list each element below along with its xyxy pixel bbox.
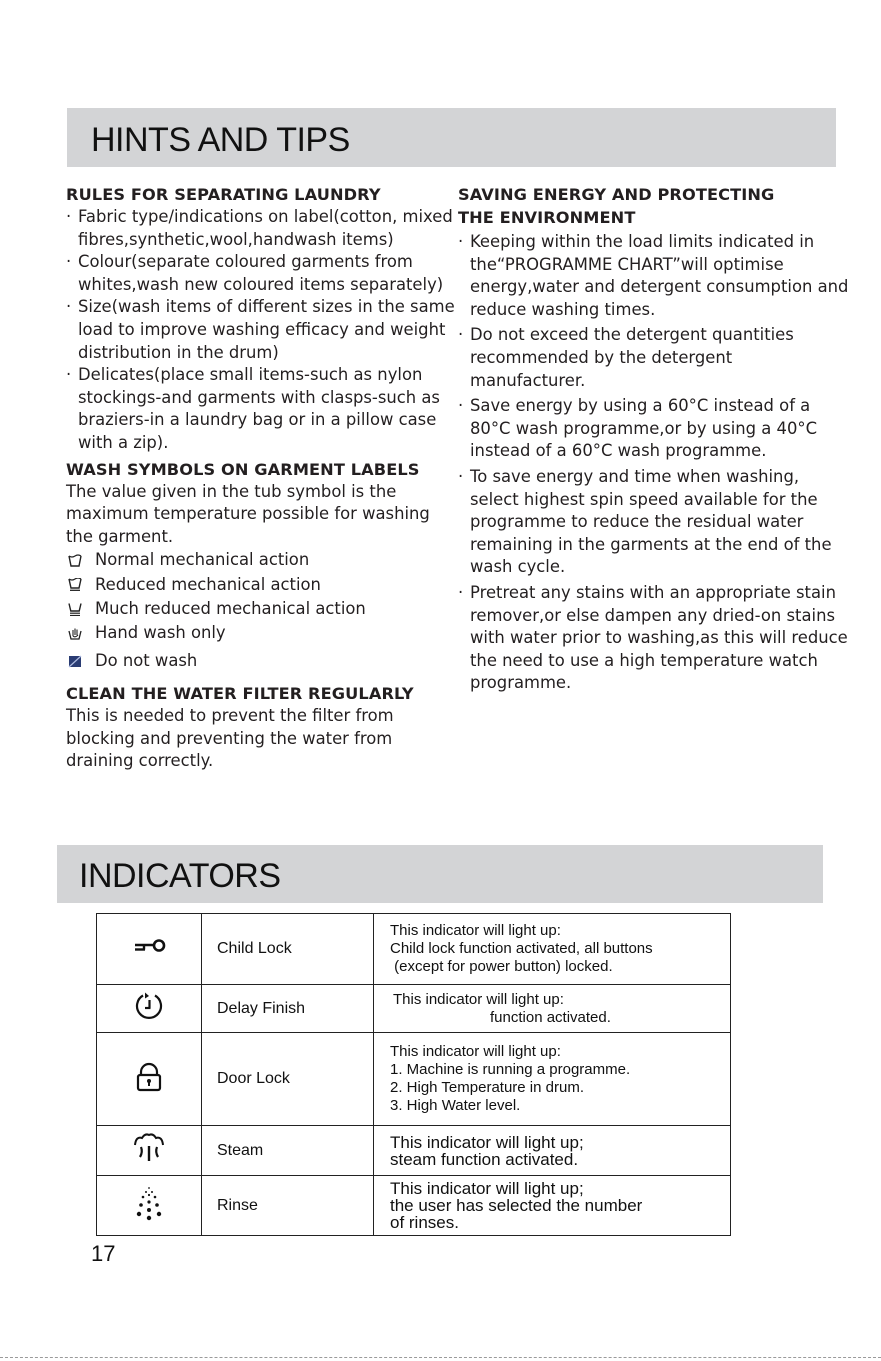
symbol-row-much-reduced <box>66 597 458 621</box>
bottom-dashed-rule <box>0 1357 881 1358</box>
indicator-name: Delay Finish <box>202 985 374 1033</box>
child-lock-key-icon <box>132 938 166 956</box>
indicators-banner <box>57 845 823 903</box>
page-number: 17 <box>91 1241 116 1266</box>
tub-much-reduced-icon <box>68 603 82 616</box>
left-column <box>66 183 458 773</box>
hints-and-tips-title: HINTS AND TIPS <box>91 121 350 159</box>
indicator-desc-line: Child lock function activated, all buttons <box>390 940 653 957</box>
indicator-desc-line: This indicator will light up: <box>390 922 561 939</box>
tub-normal-icon <box>68 554 82 567</box>
indicator-name: Rinse <box>202 1176 374 1236</box>
hints-and-tips-banner <box>67 108 836 167</box>
indicators-table <box>96 913 731 1236</box>
right-column <box>458 183 850 695</box>
water-filter-heading: CLEAN THE WATER FILTER REGULARLY <box>66 684 414 704</box>
energy-bullet-pretreat: · Pretreat any stains with an appropriate stain remover,or else dampen any dried-on stains with water prior to washing,as this will reduce the need to use a high temperature watch programme. <box>458 582 850 695</box>
energy-bullet-detergent: · Do not exceed the detergent quantities recommended by the detergent manufacturer. <box>458 324 850 392</box>
rinse-drops-icon <box>132 1185 166 1221</box>
symbol-row-reduced <box>66 573 458 597</box>
symbol-row-do-not-wash <box>66 649 458 673</box>
indicator-desc-line: This indicator will light up: <box>390 1043 561 1060</box>
energy-bullet-temperature: · Save energy by using a 60°C instead of a 80°C wash programme,or by using a 40°C instead of a 60°C wash programme. <box>458 395 850 463</box>
indicator-name: Door Lock <box>202 1033 374 1126</box>
indicator-name: Child Lock <box>202 914 374 985</box>
delay-finish-clock-icon <box>134 991 164 1021</box>
separating-bullet-fabric: · Fabric type/indications on label(cotton, mixed fibres,synthetic,wool,handwash items) <box>66 206 458 251</box>
separating-bullet-colour: · Colour(separate coloured garments from whites,wash new coloured items separately) <box>66 251 458 296</box>
steam-icon <box>132 1132 166 1164</box>
indicator-desc-line: the user has selected the number <box>390 1196 643 1215</box>
separating-bullet-size: · Size(wash items of different sizes in the same load to improve washing efficacy and weight distribution in the drum) <box>66 296 458 364</box>
separating-heading: RULES FOR SEPARATING LAUNDRY <box>66 185 381 204</box>
indicators-title: INDICATORS <box>79 857 281 895</box>
table-row <box>97 1176 731 1236</box>
indicator-name: Steam <box>202 1126 374 1176</box>
indicator-desc-line: function activated. <box>490 1008 611 1026</box>
indicator-desc-line: 1. Machine is running a programme. <box>390 1061 631 1078</box>
energy-bullet-spin-speed: · To save energy and time when washing, select highest spin speed available for the programme to reduce the residual water remaining in the garments at the end of the wash cycle. <box>458 466 850 579</box>
energy-heading-line2: THE ENVIRONMENT <box>458 208 636 227</box>
indicator-desc-line: of rinses. <box>390 1213 459 1232</box>
wash-symbols-heading: WASH SYMBOLS ON GARMENT LABELS <box>66 459 420 479</box>
indicator-desc-line: 2. High Temperature in drum. <box>390 1079 584 1096</box>
table-row <box>97 914 731 985</box>
indicator-desc-line: steam function activated. <box>390 1149 579 1169</box>
symbol-row-hand-wash <box>66 621 458 645</box>
indicator-desc-line: (except for power button) locked. <box>390 958 613 975</box>
indicator-desc-line: This indicator will light up: <box>393 990 564 1008</box>
indicator-desc-line: 3. High Water level. <box>390 1097 521 1114</box>
door-lock-padlock-icon <box>135 1062 163 1092</box>
wash-symbols-intro: The value given in the tub symbol is the maximum temperature possible for washing the garment. <box>66 481 430 546</box>
symbol-label: Much reduced mechanical action <box>95 598 366 618</box>
table-row <box>97 1126 731 1176</box>
indicator-desc-line: This indicator will light up; <box>390 1179 584 1198</box>
symbol-label: Hand wash only <box>95 623 226 643</box>
energy-heading-line1: SAVING ENERGY AND PROTECTING <box>458 185 775 204</box>
symbol-label: Do not wash <box>95 650 198 670</box>
do-not-wash-icon <box>68 655 82 668</box>
symbol-label: Normal mechanical action <box>95 550 310 570</box>
tub-reduced-icon <box>68 578 82 591</box>
symbol-row-normal <box>66 548 458 572</box>
symbol-label: Reduced mechanical action <box>95 574 321 594</box>
indicator-desc-line: This indicator will light up; <box>390 1132 584 1152</box>
water-filter-text: This is needed to prevent the filter from blocking and preventing the water from draining correctly. <box>66 706 394 771</box>
table-row <box>97 985 731 1033</box>
separating-bullet-delicates: · Delicates(place small items-such as nylon stockings-and garments with clasps-such as braziers-in a laundry bag or in a pillow case with a zip). <box>66 364 458 454</box>
energy-bullet-load-limits: · Keeping within the load limits indicated in the“PROGRAMME CHART”will optimise energy,water and detergent consumption and reduce washing times. <box>458 231 850 321</box>
hand-wash-icon <box>68 627 82 640</box>
table-row <box>97 1033 731 1126</box>
